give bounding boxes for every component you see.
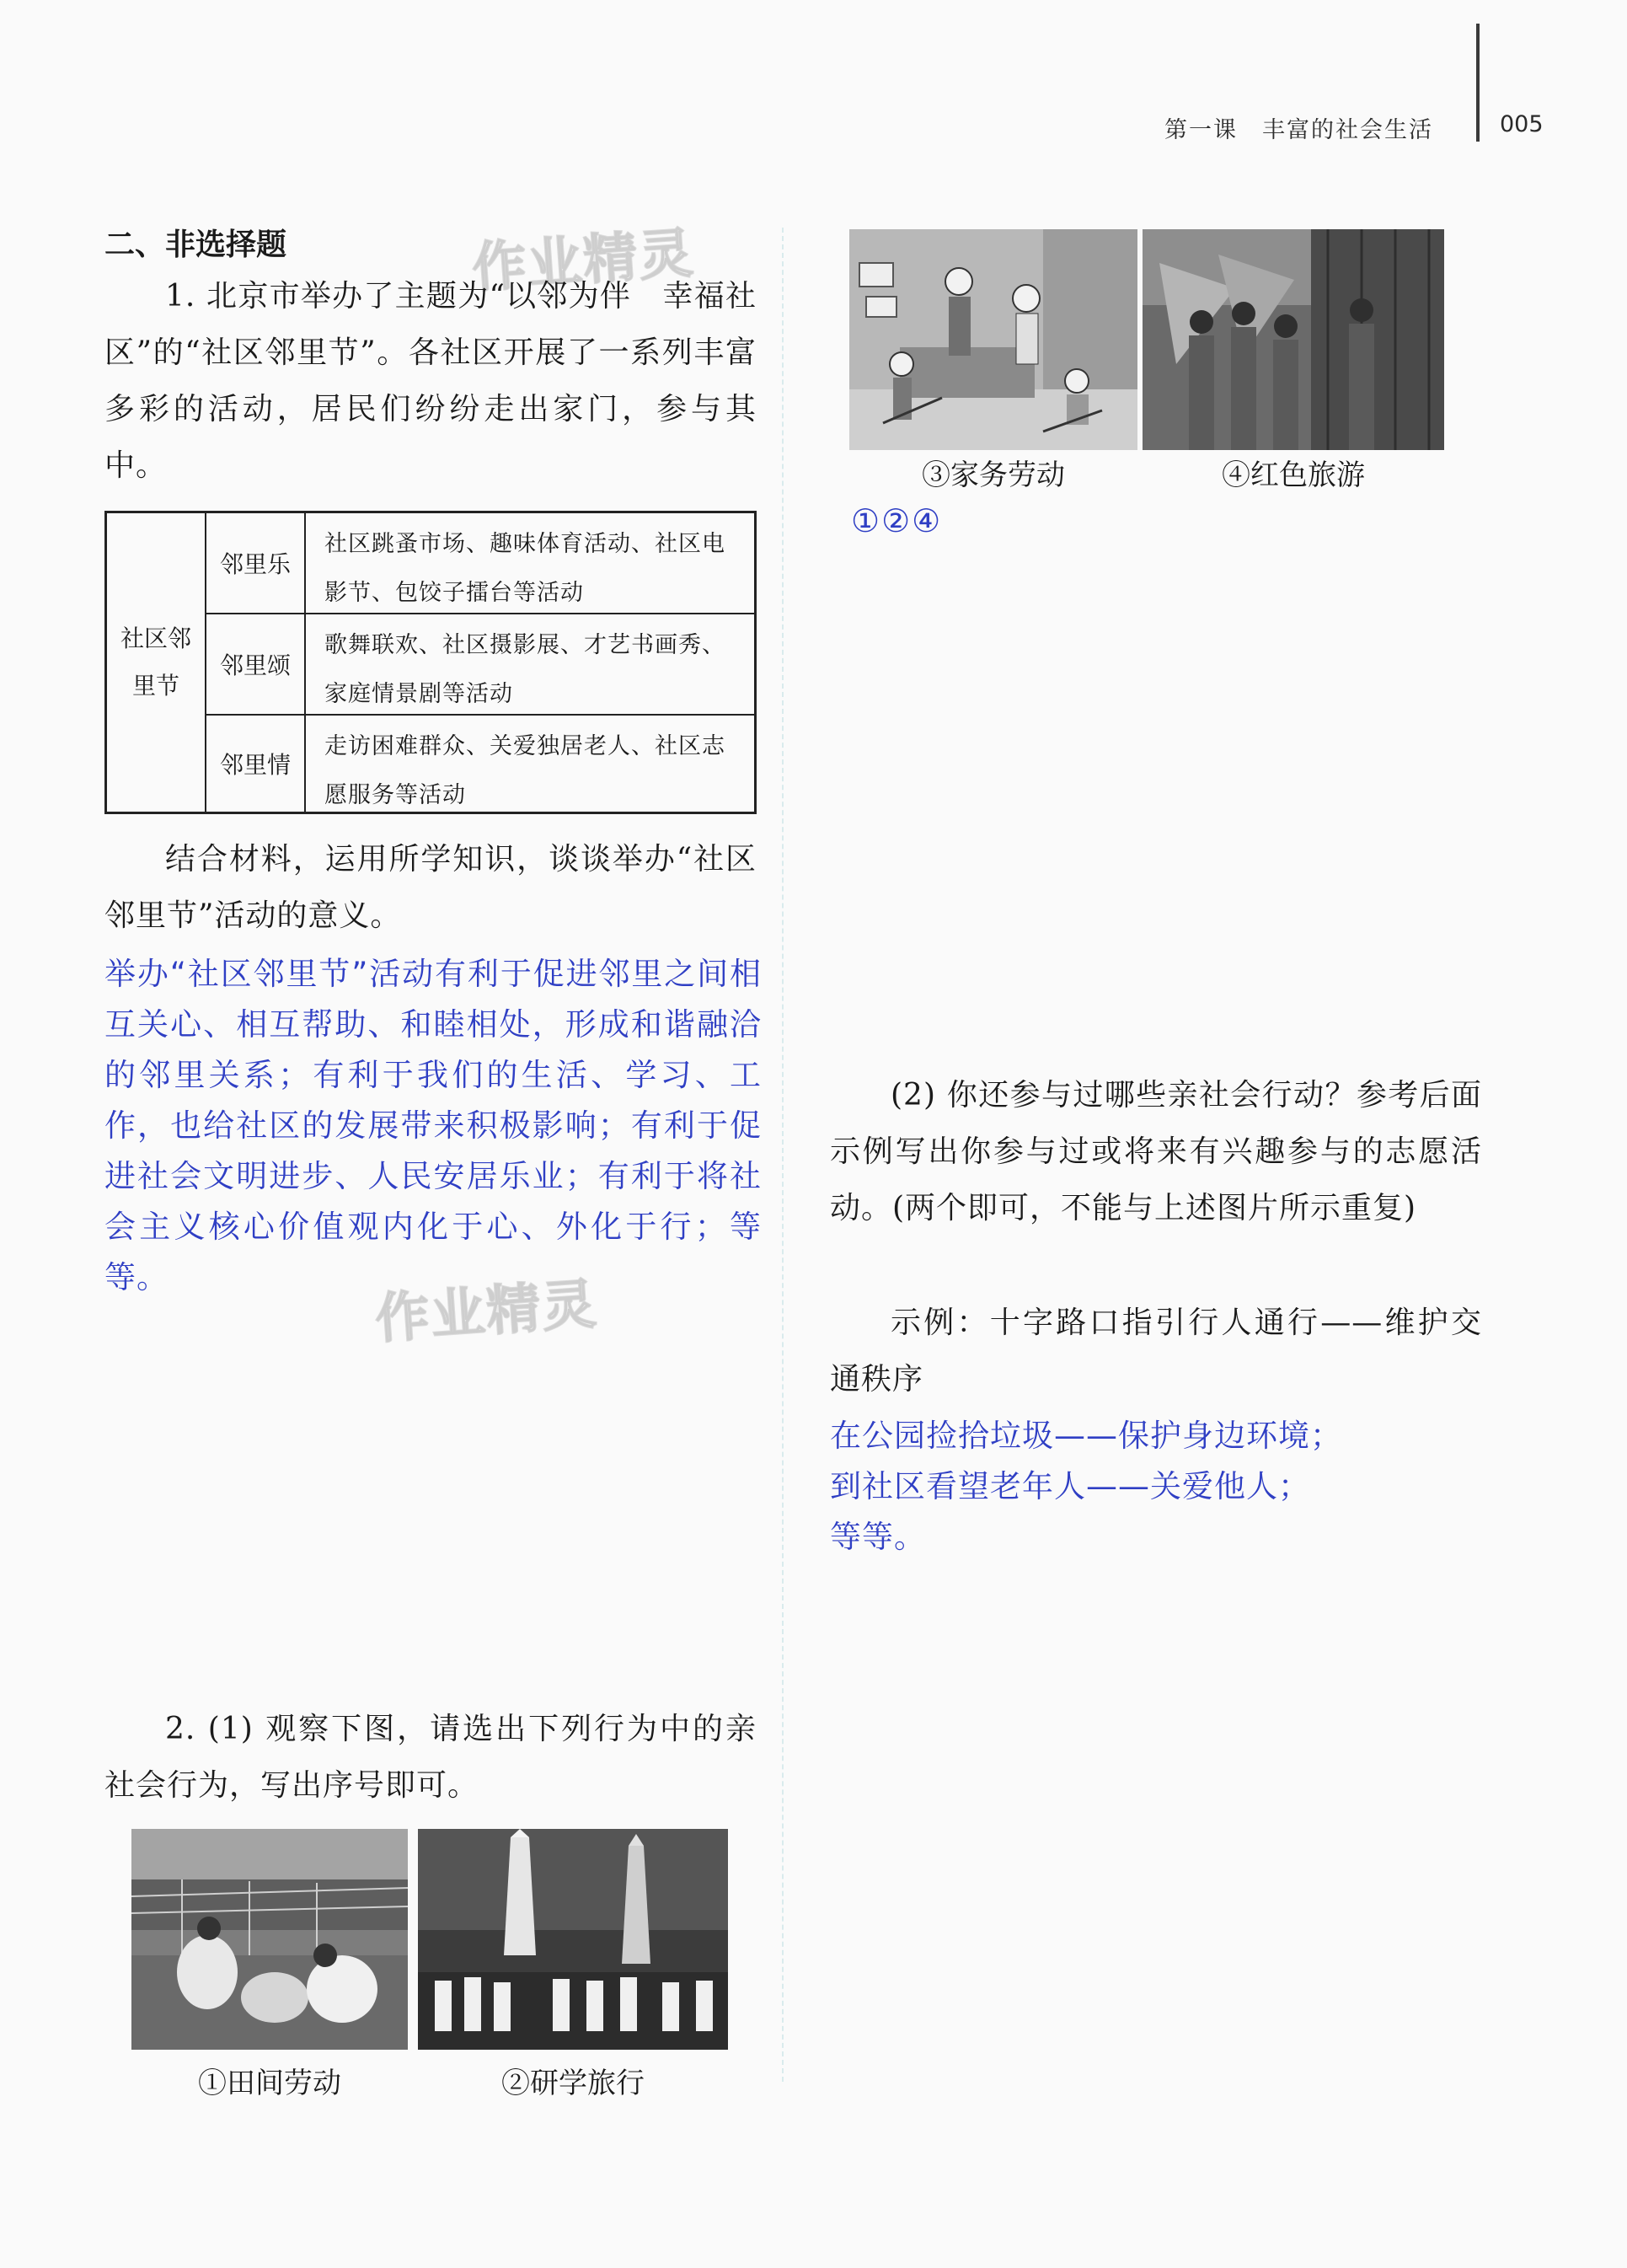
field-labor-photo	[131, 1829, 408, 2050]
table-row	[206, 614, 754, 716]
table-row-name: 邻里乐	[206, 513, 306, 613]
q2-answer1: ①②④	[851, 502, 943, 539]
watermark: 作业精灵	[470, 222, 697, 301]
table-row-name: 邻里颂	[206, 614, 306, 714]
red-tourism-photo	[1143, 229, 1444, 450]
study-tour-photo	[418, 1829, 728, 2050]
housework-illustration	[849, 229, 1137, 450]
q1-answer: 举办“社区邻里节”活动有利于促进邻里之间相互关心、相互帮助、和睦相处，形成和谐融洽的邻里关系；有利于我们的生活、学习、工作，也给社区的发展带来积极影响；有利于促进社会文明进步、人民安居乐业；有利于将社会主义核心价值观内化于心、外化于行；等等。	[104, 956, 762, 1295]
photo-caption: ②研学旅行	[501, 2067, 645, 2100]
photo-caption: ③家务劳动	[922, 458, 1065, 492]
header-rule	[1476, 24, 1480, 142]
chapter-title: 第一课 丰富的社会生活	[1164, 117, 1433, 143]
table-row	[206, 513, 754, 614]
table-row-desc: 社区跳蚤市场、趣味体育活动、社区电影节、包饺子擂台等活动	[324, 531, 725, 606]
photo-caption: ①田间劳动	[198, 2067, 341, 2100]
page-number: 005	[1500, 111, 1544, 137]
q1-stem: 1. 北京市举办了主题为“以邻为伴 幸福社区”的“社区邻里节”。各社区开展了一系列丰富多彩的活动，居民们纷纷走出家门，参与其中。	[104, 279, 757, 483]
table-row-name: 邻里情	[206, 716, 306, 812]
q2-part2: (2) 你还参与过哪些亲社会行动？参考后面示例写出你参与过或将来有兴趣参与的志愿活动。(两个即可，不能与上述图片所示重复)	[830, 1078, 1482, 1225]
table-row-desc: 走访困难群众、关爱独居老人、社区志愿服务等活动	[324, 733, 725, 808]
table-row	[206, 716, 754, 812]
answer-line: 到社区看望老年人——关爱他人；	[830, 1468, 1310, 1504]
answer-line: 在公园捡拾垃圾——保护身边环境；	[830, 1418, 1342, 1454]
column-guide	[782, 228, 784, 2082]
q2-part1: 2. (1) 观察下图，请选出下列行为中的亲社会行为，写出序号即可。	[104, 1712, 757, 1803]
q2-example: 示例：十字路口指引行人通行——维护交通秩序	[830, 1306, 1482, 1397]
table-row-desc: 歌舞联欢、社区摄影展、才艺书画秀、家庭情景剧等活动	[324, 632, 725, 707]
table-category: 社区邻里节	[107, 513, 206, 812]
q1-question: 结合材料，运用所学知识，谈谈举办“社区邻里节”活动的意义。	[104, 842, 757, 933]
photo-caption: ④红色旅游	[1222, 458, 1365, 492]
watermark: 作业精灵	[373, 1273, 600, 1352]
q2-answer2	[830, 1411, 1487, 1563]
section-title: 二、非选择题	[104, 228, 287, 262]
activity-table	[104, 511, 757, 814]
answer-line: 等等。	[830, 1519, 926, 1555]
